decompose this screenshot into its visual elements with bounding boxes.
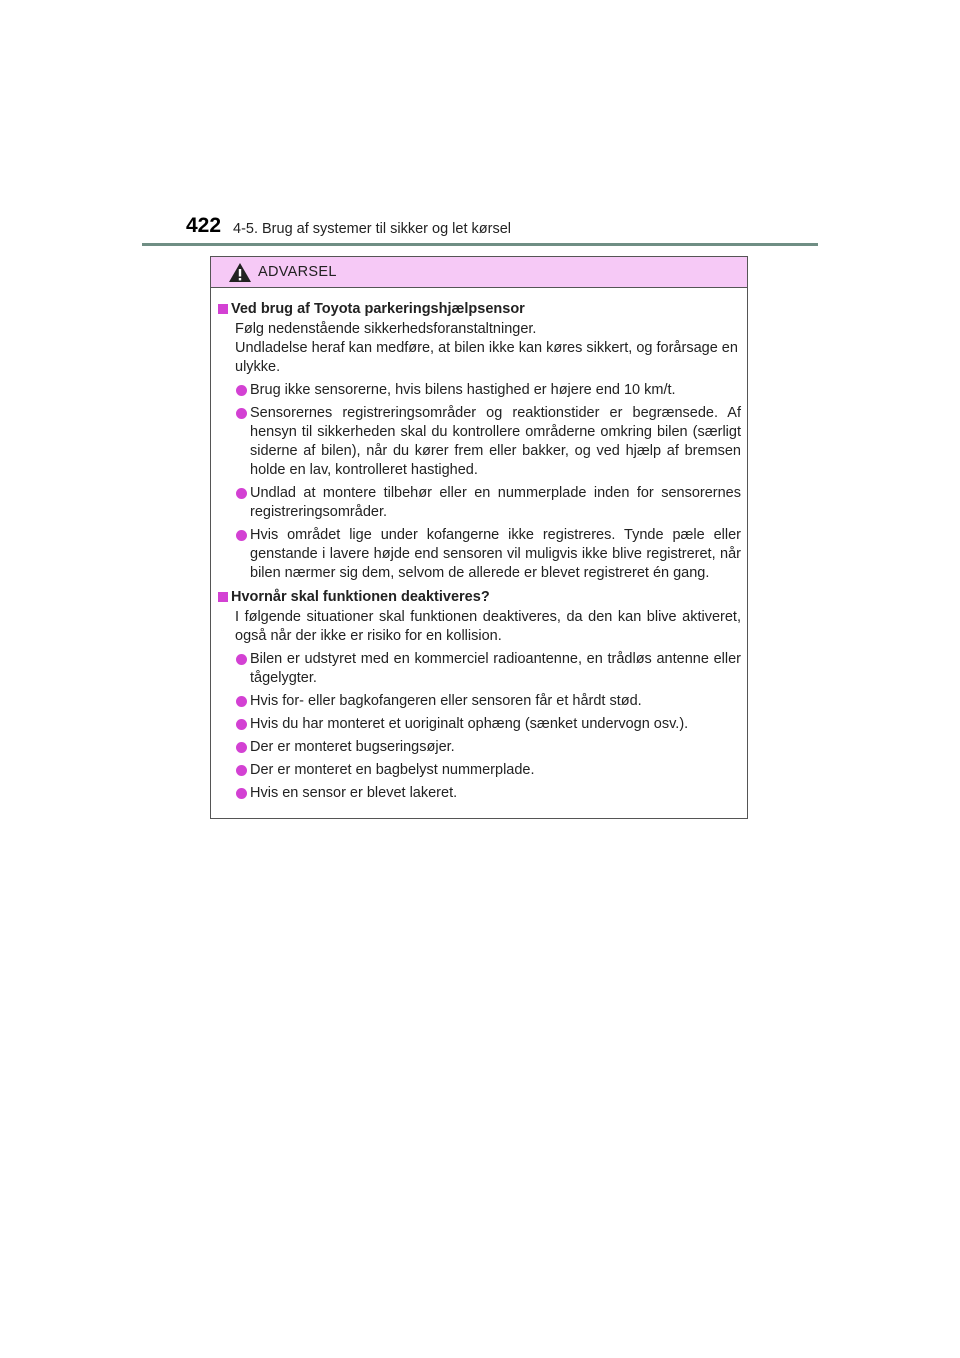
bullet-dot-icon [236,488,247,499]
list-item: Brug ikke sensorerne, hvis bilens hastighed er højere end 10 km/t. [218,381,741,400]
bullet-dot-icon [236,696,247,707]
bullet-dot-icon [236,408,247,419]
list-item: Bilen er udstyret med en kommerciel radioantenne, en trådløs antenne eller tågelygter. [218,650,741,688]
list-item: Der er monteret bugseringsøjer. [218,738,741,757]
intro-line: Følg nedenstående sikkerhedsforanstaltninger. [235,321,537,337]
section-heading-text: Ved brug af Toyota parkeringshjælpsensor [231,301,525,317]
warning-triangle-icon [228,262,252,283]
warning-header [211,257,747,288]
bullet-dot-icon [236,530,247,541]
warning-box [210,256,748,819]
list-item: Der er monteret en bagbelyst nummerplade. [218,761,741,780]
list-item: Hvis en sensor er blevet lakeret. [218,784,741,803]
bullet-dot-icon [236,719,247,730]
warning-body [211,288,747,803]
list-item: Hvis for- eller bagkofangeren eller sensoren får et hårdt stød. [218,692,741,711]
intro-line: Undladelse heraf kan medføre, at bilen ikke kan køres sikkert, og forårsage en ulykke. [235,340,738,375]
bullet-dot-icon [236,765,247,776]
section-heading-text: Hvornår skal funktionen deaktiveres? [231,589,490,605]
header-rule [142,243,818,246]
bullet-dot-icon [236,742,247,753]
list-item: Hvis området lige under kofangerne ikke registreres. Tynde pæle eller genstande i lavere højde end sensoren vil muligvis ikke blive registreret, når bilen nærmer sig dem, selvom de allerede er blevet registreret én gang. [218,526,741,583]
bullet-dot-icon [236,654,247,665]
warning-label: ADVARSEL [258,264,337,280]
list-item: Hvis du har monteret et uoriginalt ophæng (sænket undervogn osv.). [218,715,741,734]
square-bullet-icon [218,592,228,602]
list-item: Sensorernes registreringsområder og reaktionstider er begrænsede. Af hensyn til sikkerheden skal du kontrollere områderne omkring bilen (særligt siderne af bilen), når du kører frem eller bakker, og ved hjælp af bremsen holde en lav, kontrolleret hastighed. [218,404,741,480]
intro-line: I følgende situationer skal funktionen deaktiveres, da den kan blive aktiveret, også når der ikke er risiko for en kollision. [235,609,741,644]
bullet-dot-icon [236,385,247,396]
section-title: 4-5. Brug af systemer til sikker og let kørsel [233,221,511,237]
square-bullet-icon [218,304,228,314]
section-heading [218,588,741,607]
section-intro [218,608,741,646]
list-item: Undlad at montere tilbehør eller en nummerplade inden for sensorernes registreringsområder. [218,484,741,522]
section-heading [218,300,741,319]
section-intro [218,320,741,377]
bullet-dot-icon [236,788,247,799]
page-number: 422 [186,214,222,237]
